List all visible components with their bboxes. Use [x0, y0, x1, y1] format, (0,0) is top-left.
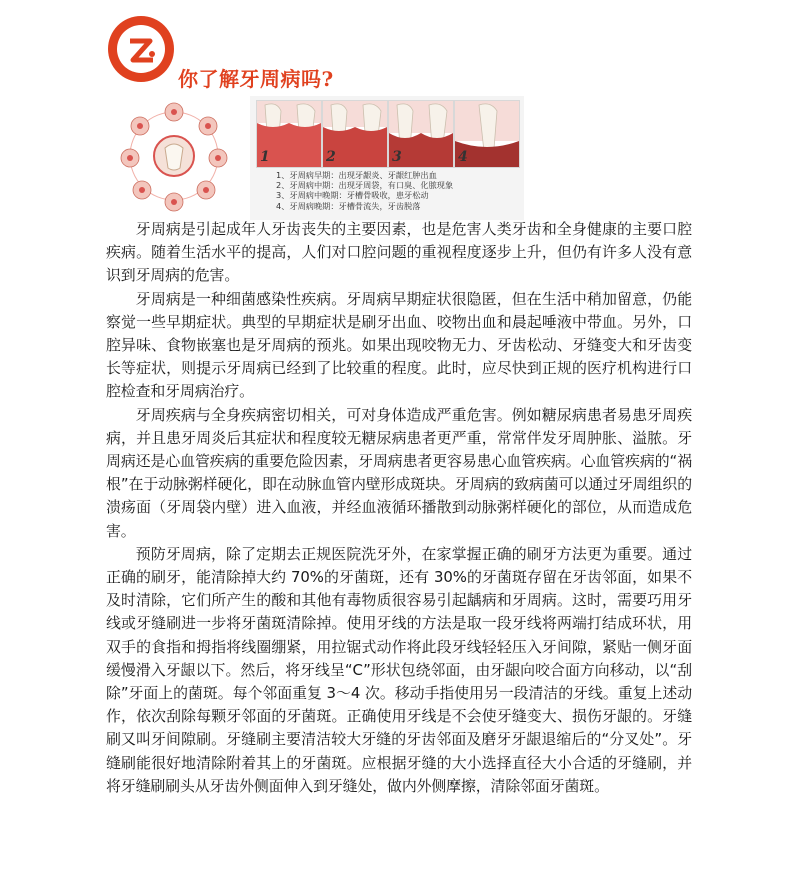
article-body — [106, 218, 692, 798]
periodontal-stages-figure — [250, 96, 524, 220]
oral-disease-diagram — [110, 96, 238, 216]
stage-number: 4 — [458, 149, 468, 165]
stage-panel — [256, 100, 322, 168]
stage-number: 2 — [326, 149, 336, 165]
paragraph: 预防牙周病，除了定期去正规医院洗牙外，在家掌握正确的刷牙方法更为重要。通过正确的刷牙，能清除掉大约 70%的牙菌斑，还有 30%的牙菌斑存留在牙齿邻面，如果不及时清除，它们所产生的酸和其他有毒物质很容易引起龋病和牙周病。这时，需要巧用牙线或牙缝刷进一步将牙菌斑清除掉。使用牙线的方法是取一段牙线将两端打结成环状，用双手的食指和拇指将线圈绷紧，用拉锯式动作将此段牙线轻轻压入牙间隙，紧贴一侧牙面缓慢滑入牙龈以下。然后，将牙线呈“C”形状包绕邻面，由牙龈向咬合面方向移动，以“刮除”牙面上的菌斑。每个邻面重复 3～4 次。移动手指使用另一段清洁的牙线。重复上述动作，依次刮除每颗牙邻面的牙菌斑。正确使用牙线是不会使牙缝变大、损伤牙龈的。牙缝刷又叫牙间隙刷。牙缝刷主要清洁较大牙缝的牙齿邻面及磨牙牙龈退缩后的“分叉处”。牙缝刷能很好地清除附着其上的牙菌斑。应根据牙缝的大小选择直径大小合适的牙缝刷，并将牙缝刷刷头从牙齿外侧面伸入到牙缝处，做内外侧摩擦，清除邻面牙菌斑。 — [106, 544, 692, 795]
stage-legend — [276, 170, 516, 211]
stage-panel — [322, 100, 388, 168]
stage-panel — [388, 100, 454, 168]
stage-panel — [454, 100, 520, 168]
legend-item: 4、牙周病晚期：牙槽骨流失，牙齿脱落 — [276, 200, 421, 211]
stage-panels — [256, 100, 518, 166]
legend-item: 3、牙周病中晚期：牙槽骨吸收，患牙松动 — [276, 190, 429, 201]
stage-number: 1 — [260, 149, 270, 165]
paragraph: 牙周病是一种细菌感染性疾病。牙周病早期症状很隐匿，但在生活中稍加留意，仍能察觉一些早期症状。典型的早期症状是刷牙出血、咬物出血和晨起唾液中带血。另外，口腔异味、食物嵌塞也是牙周病的预兆。如果出现咬物无力、牙齿松动、牙缝变大和牙齿变长等症状，则提示牙周病已经到了比较重的程度。此时，应尽快到正规的医疗机构进行口腔检查和牙周病治疗。 — [106, 289, 692, 401]
legend-item: 1、牙周病早期：出现牙龈炎、牙龈红肿出血 — [276, 170, 437, 180]
page-title: 你了解牙周病吗? — [178, 67, 334, 91]
campaign-logo — [106, 14, 176, 84]
legend-item: 2、牙周病中期：出现牙周袋，有口臭、化脓现象 — [276, 180, 454, 191]
paragraph: 牙周病是引起成年人牙齿丧失的主要因素，也是危害人类牙齿和全身健康的主要口腔疾病。随着生活水平的提高，人们对口腔问题的重视程度逐步上升，但仍有许多人没有意识到牙周病的危害。 — [106, 220, 692, 285]
paragraph: 牙周疾病与全身疾病密切相关，可对身体造成严重危害。例如糖尿病患者易患牙周疾病，并且患牙周炎后其症状和程度较无糖尿病患者更严重，常常伴发牙周肿胀、溢脓。牙周病还是心血管疾病的重要危险因素，牙周病患者更容易患心血管疾病。心血管疾病的“祸根”在于动脉粥样硬化，即在动脉血管内壁形成斑块。牙周病的致病菌可以通过牙周组织的溃疡面（牙周袋内壁）进入血液，并经血液循环播散到动脉粥样硬化的部位，从而造成危害。 — [106, 405, 692, 540]
stage-number: 3 — [392, 149, 402, 165]
